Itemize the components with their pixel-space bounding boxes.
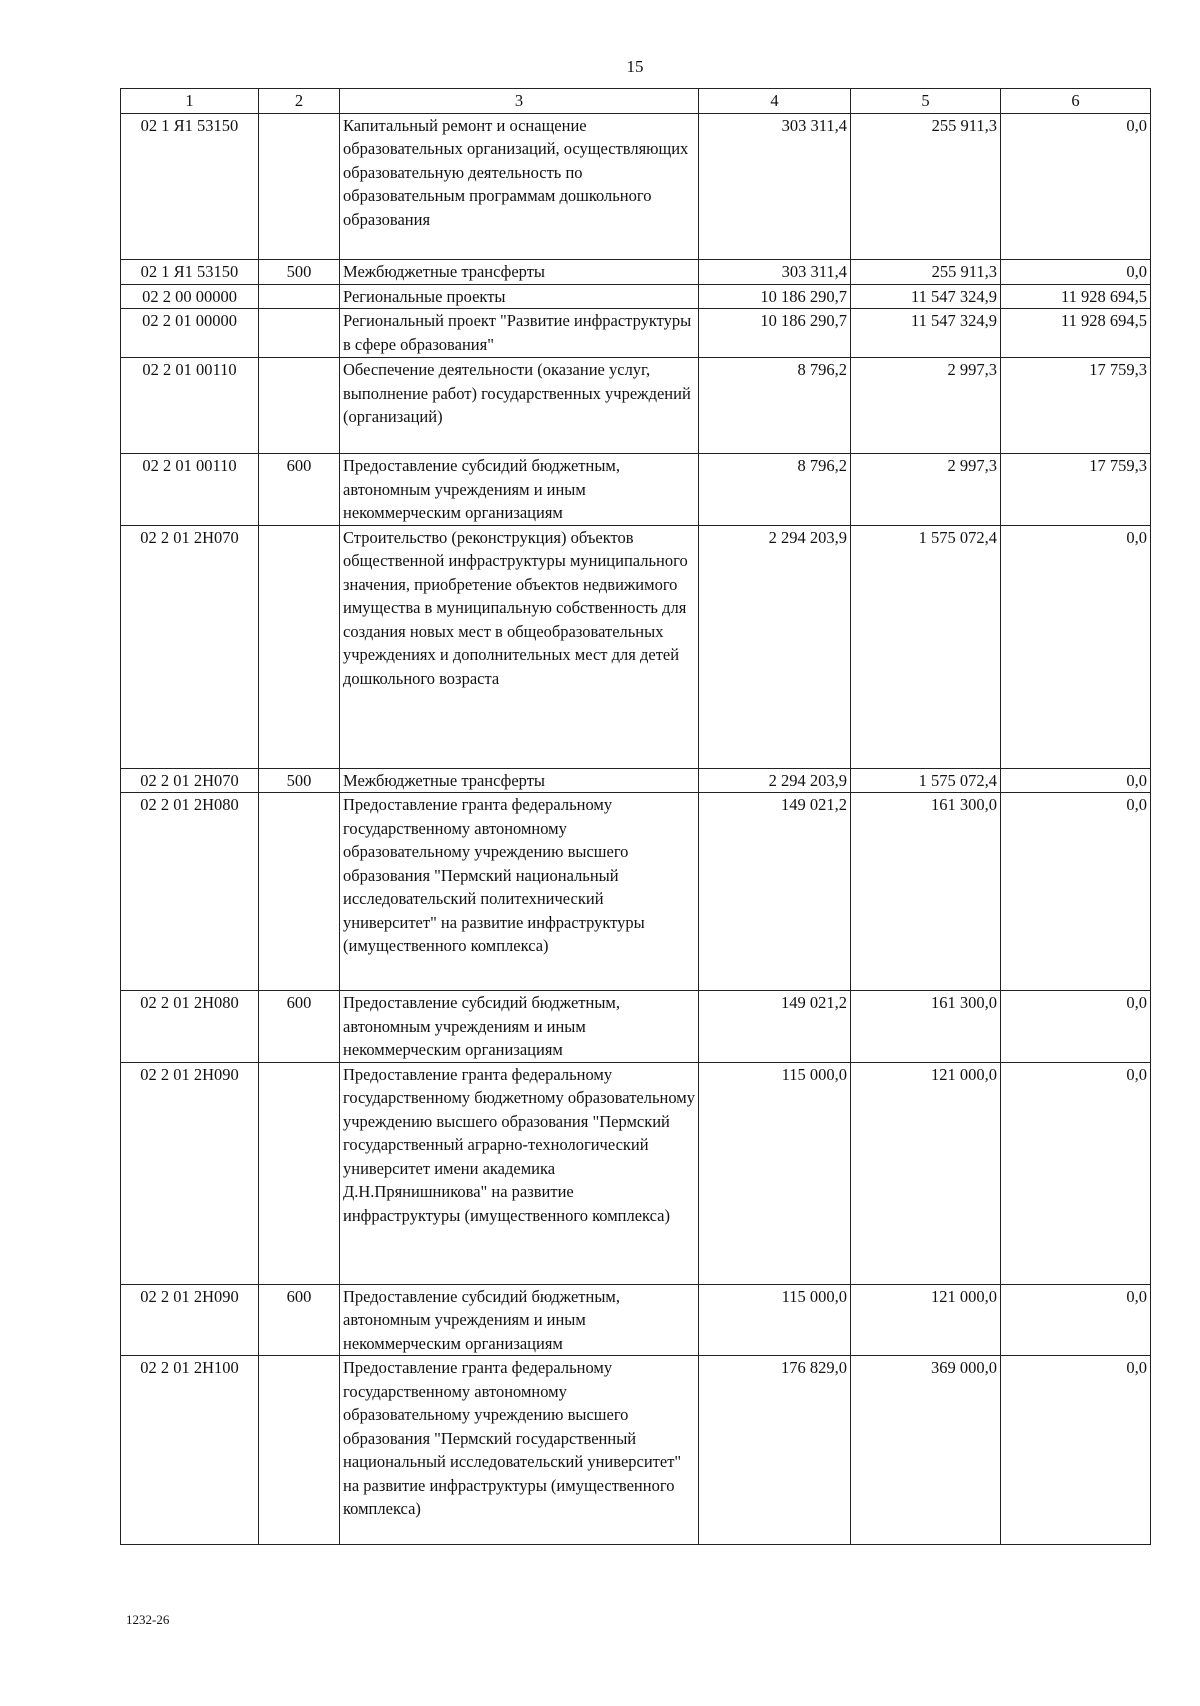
- row-value-col6: 0,0: [1001, 1356, 1151, 1545]
- table-header-row: [121, 89, 1151, 114]
- row-value-col4: 303 311,4: [699, 259, 851, 284]
- row-code: 02 2 01 2Н080: [121, 793, 259, 991]
- row-value-col6: 0,0: [1001, 768, 1151, 793]
- row-name: Капитальный ремонт и оснащение образовательных организаций, осуществляющих образовательную деятельность по образовательным программам дошкольного образования: [340, 113, 699, 259]
- row-value-col5: 121 000,0: [851, 1062, 1001, 1284]
- row-code: 02 2 01 2Н070: [121, 525, 259, 768]
- header-col-5: 5: [851, 89, 1001, 114]
- row-value-col6: 11 928 694,5: [1001, 284, 1151, 309]
- row-value-col4: 149 021,2: [699, 793, 851, 991]
- header-col-6: 6: [1001, 89, 1151, 114]
- row-value-col5: 2 997,3: [851, 358, 1001, 454]
- row-value-col6: 11 928 694,5: [1001, 309, 1151, 358]
- row-value-col6: 0,0: [1001, 113, 1151, 259]
- row-value-col4: 8 796,2: [699, 454, 851, 526]
- row-expense-type: [259, 793, 340, 991]
- row-name: Региональный проект "Развитие инфраструктуры в сфере образования": [340, 309, 699, 358]
- row-expense-type: [259, 358, 340, 454]
- header-col-3: 3: [340, 89, 699, 114]
- row-value-col5: 11 547 324,9: [851, 309, 1001, 358]
- row-value-col5: 161 300,0: [851, 991, 1001, 1063]
- table-row: [121, 991, 1151, 1063]
- row-value-col5: 369 000,0: [851, 1356, 1001, 1545]
- header-col-2: 2: [259, 89, 340, 114]
- row-name: Межбюджетные трансферты: [340, 768, 699, 793]
- table-row: [121, 1284, 1151, 1356]
- row-name: Межбюджетные трансферты: [340, 259, 699, 284]
- row-code: 02 2 01 00110: [121, 454, 259, 526]
- row-expense-type: 600: [259, 454, 340, 526]
- row-name: Предоставление субсидий бюджетным, автономным учреждениям и иным некоммерческим организациям: [340, 991, 699, 1063]
- row-name: Региональные проекты: [340, 284, 699, 309]
- row-value-col5: 11 547 324,9: [851, 284, 1001, 309]
- row-value-col4: 10 186 290,7: [699, 284, 851, 309]
- row-value-col5: 1 575 072,4: [851, 525, 1001, 768]
- row-code: 02 2 01 00000: [121, 309, 259, 358]
- row-code: 02 2 01 00110: [121, 358, 259, 454]
- table-row: [121, 358, 1151, 454]
- row-code: 02 2 01 2Н090: [121, 1062, 259, 1284]
- table-row: [121, 284, 1151, 309]
- row-name: Предоставление гранта федеральному государственному автономному образовательному учреждению высшего образования "Пермский государственный национальный исследовательский университет" на развитие инфраструктуры (имущественного комплекса): [340, 1356, 699, 1545]
- row-expense-type: 600: [259, 991, 340, 1063]
- row-expense-type: [259, 525, 340, 768]
- row-name: Предоставление гранта федеральному государственному бюджетному образовательному учреждению высшего образования "Пермский государственный аграрно-технологический университет имени академика Д.Н.Прянишникова" на развитие инфраструктуры (имущественного комплекса): [340, 1062, 699, 1284]
- row-expense-type: [259, 1062, 340, 1284]
- row-expense-type: 500: [259, 259, 340, 284]
- budget-table: [120, 88, 1151, 1545]
- row-expense-type: [259, 284, 340, 309]
- row-value-col5: 2 997,3: [851, 454, 1001, 526]
- row-value-col5: 161 300,0: [851, 793, 1001, 991]
- table-row: [121, 113, 1151, 259]
- row-expense-type: [259, 1356, 340, 1545]
- row-value-col4: 115 000,0: [699, 1284, 851, 1356]
- row-code: 02 1 Я1 53150: [121, 113, 259, 259]
- row-value-col6: 0,0: [1001, 991, 1151, 1063]
- row-value-col4: 176 829,0: [699, 1356, 851, 1545]
- table-row: [121, 309, 1151, 358]
- row-value-col5: 255 911,3: [851, 113, 1001, 259]
- row-value-col6: 17 759,3: [1001, 358, 1151, 454]
- row-value-col5: 1 575 072,4: [851, 768, 1001, 793]
- row-code: 02 2 01 2Н080: [121, 991, 259, 1063]
- page-number: 15: [626, 57, 644, 76]
- row-code: 02 1 Я1 53150: [121, 259, 259, 284]
- row-value-col6: 0,0: [1001, 259, 1151, 284]
- row-value-col6: 0,0: [1001, 1062, 1151, 1284]
- row-value-col5: 255 911,3: [851, 259, 1001, 284]
- table-row: [121, 1356, 1151, 1545]
- row-value-col5: 121 000,0: [851, 1284, 1001, 1356]
- row-value-col4: 149 021,2: [699, 991, 851, 1063]
- row-code: 02 2 00 00000: [121, 284, 259, 309]
- row-name: Предоставление гранта федеральному государственному автономному образовательному учреждению высшего образования "Пермский национальный исследовательский политехнический университет" на развитие инфраструктуры (имущественного комплекса): [340, 793, 699, 991]
- row-name: Предоставление субсидий бюджетным, автономным учреждениям и иным некоммерческим организациям: [340, 1284, 699, 1356]
- row-code: 02 2 01 2Н100: [121, 1356, 259, 1545]
- row-code: 02 2 01 2Н090: [121, 1284, 259, 1356]
- row-name: Обеспечение деятельности (оказание услуг, выполнение работ) государственных учреждений (организаций): [340, 358, 699, 454]
- row-name: Предоставление субсидий бюджетным, автономным учреждениям и иным некоммерческим организациям: [340, 454, 699, 526]
- row-expense-type: [259, 309, 340, 358]
- document-code: 1232-26: [126, 1612, 170, 1627]
- row-value-col4: 2 294 203,9: [699, 768, 851, 793]
- row-value-col4: 8 796,2: [699, 358, 851, 454]
- row-value-col4: 115 000,0: [699, 1062, 851, 1284]
- header-col-4: 4: [699, 89, 851, 114]
- row-expense-type: 500: [259, 768, 340, 793]
- row-value-col6: 17 759,3: [1001, 454, 1151, 526]
- row-expense-type: 600: [259, 1284, 340, 1356]
- row-expense-type: [259, 113, 340, 259]
- row-value-col6: 0,0: [1001, 525, 1151, 768]
- row-code: 02 2 01 2Н070: [121, 768, 259, 793]
- table-row: [121, 793, 1151, 991]
- header-col-1: 1: [121, 89, 259, 114]
- table-row: [121, 768, 1151, 793]
- row-value-col6: 0,0: [1001, 793, 1151, 991]
- table-row: [121, 1062, 1151, 1284]
- row-value-col6: 0,0: [1001, 1284, 1151, 1356]
- row-value-col4: 303 311,4: [699, 113, 851, 259]
- row-value-col4: 10 186 290,7: [699, 309, 851, 358]
- table-row: [121, 525, 1151, 768]
- row-name: Строительство (реконструкция) объектов общественной инфраструктуры муниципального значения, приобретение объектов недвижимого имущества в муниципальную собственность для создания новых мест в общеобразовательных учреждениях и дополнительных мест для детей дошкольного возраста: [340, 525, 699, 768]
- table-row: [121, 454, 1151, 526]
- table-row: [121, 259, 1151, 284]
- row-value-col4: 2 294 203,9: [699, 525, 851, 768]
